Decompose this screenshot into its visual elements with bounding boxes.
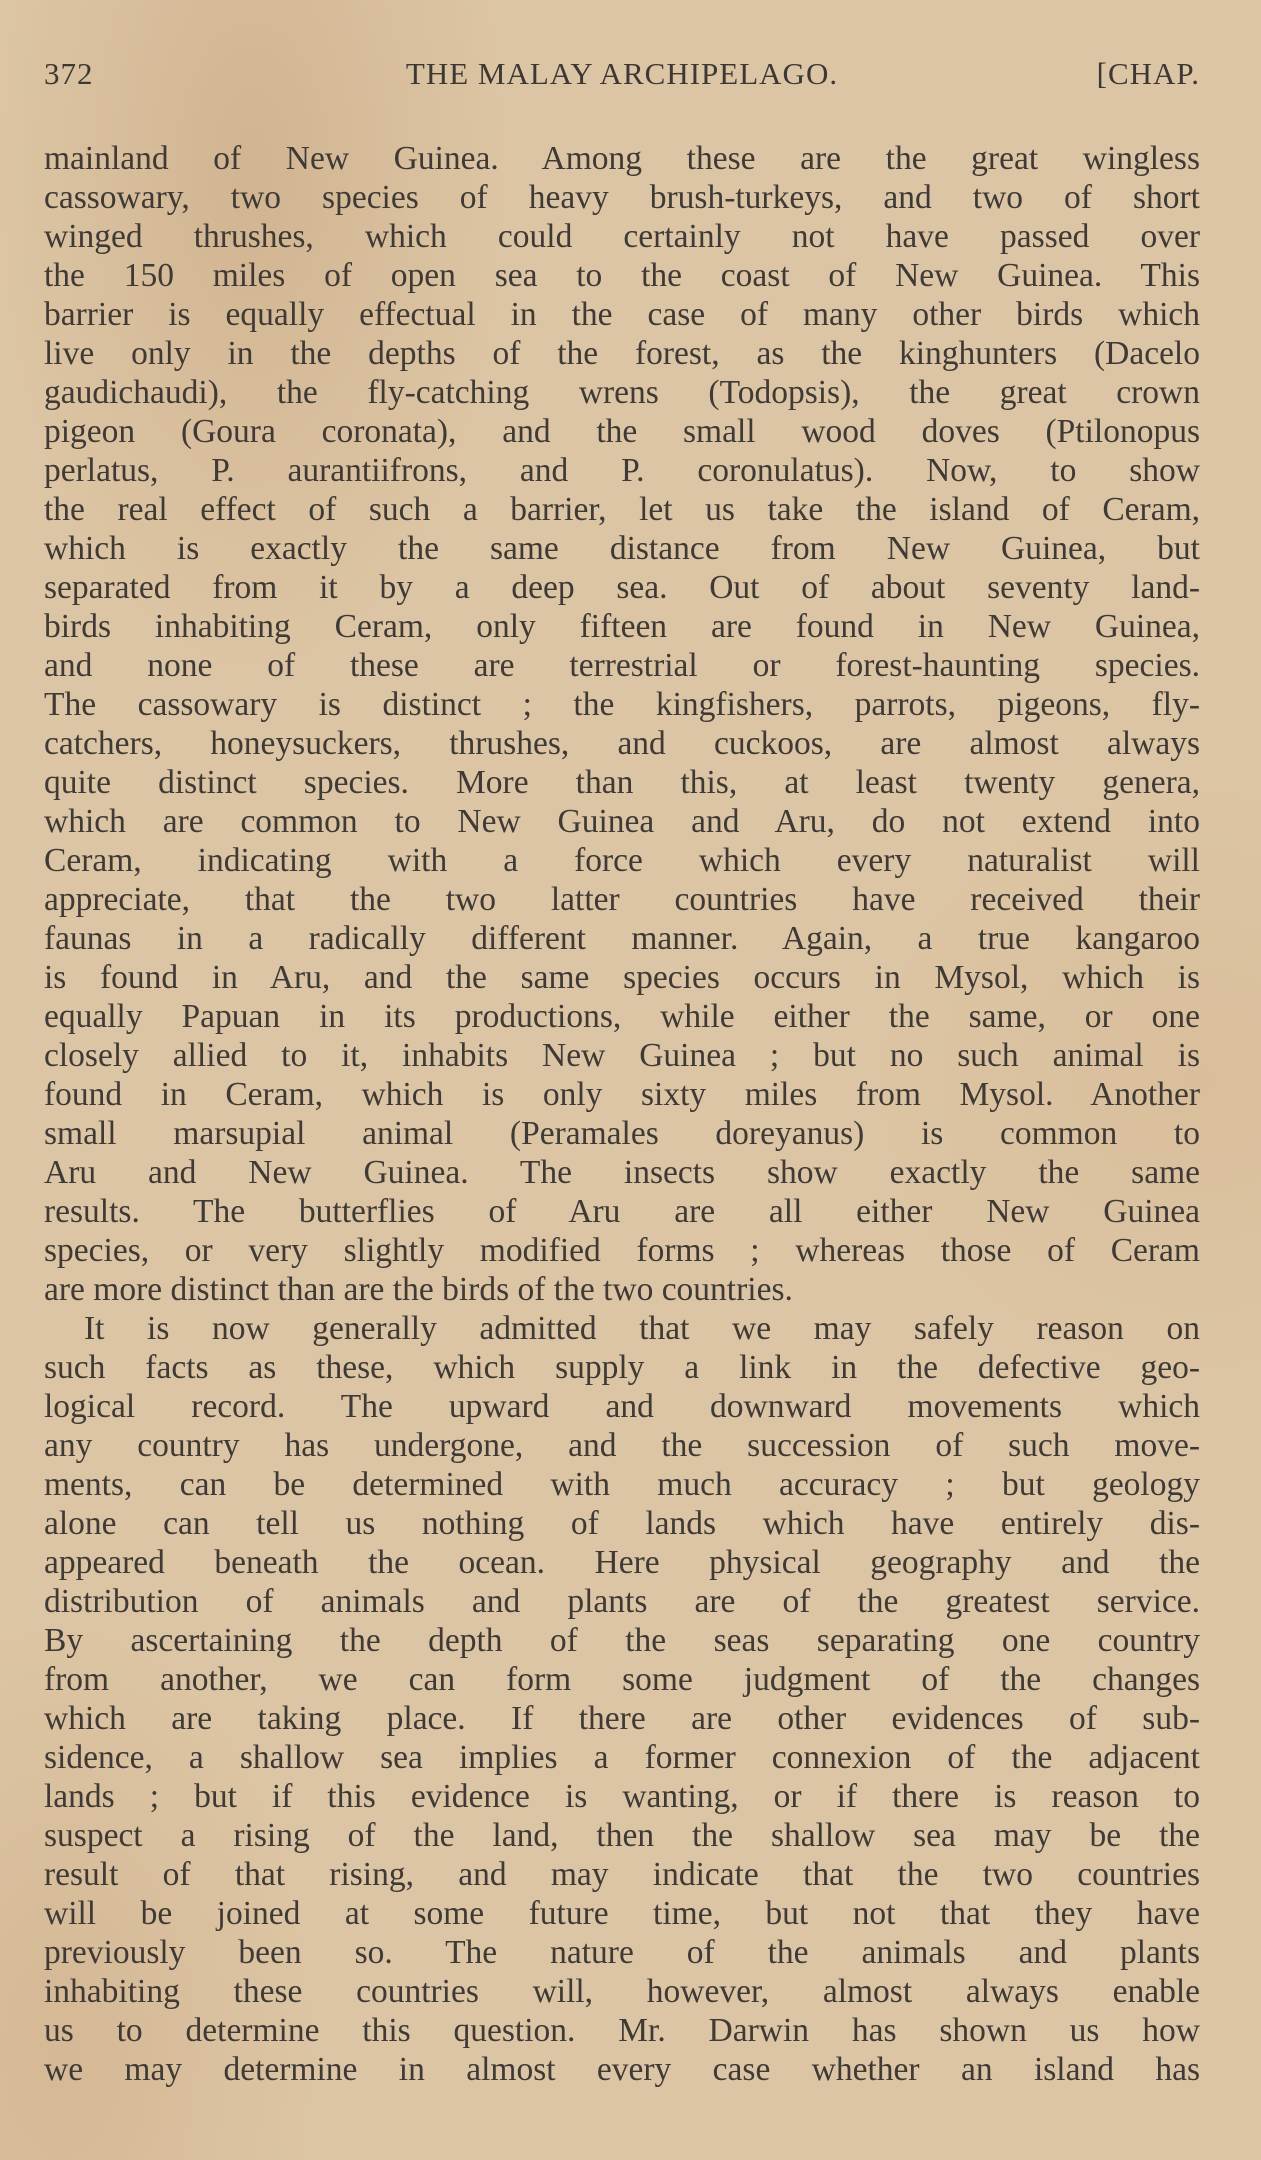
text-line: results. The butterflies of Aru are all either New Guinea xyxy=(44,1193,1200,1230)
text-line: we may determine in almost every case whether an island has xyxy=(44,2051,1200,2088)
text-line: any country has undergone, and the succession of such move- xyxy=(44,1427,1200,1464)
text-line: barrier is equally effectual in the case of many other birds which xyxy=(44,296,1200,333)
text-line: equally Papuan in its productions, while either the same, or one xyxy=(44,998,1200,1035)
text-line: quite distinct species. More than this, at least twenty genera, xyxy=(44,764,1200,801)
paragraph xyxy=(44,1309,1200,2089)
text-line: Aru and New Guinea. The insects show exactly the same xyxy=(44,1154,1200,1191)
text-line: live only in the depths of the forest, as the kinghunters (Dacelo xyxy=(44,335,1200,372)
text-line: distribution of animals and plants are of the greatest service. xyxy=(44,1583,1200,1620)
text-line: catchers, honeysuckers, thrushes, and cuckoos, are almost always xyxy=(44,725,1200,762)
text-line: small marsupial animal (Peramales doreyanus) is common to xyxy=(44,1115,1200,1152)
text-line: gaudichaudi), the fly-catching wrens (Todopsis), the great crown xyxy=(44,374,1200,411)
text-line: suspect a rising of the land, then the shallow sea may be the xyxy=(44,1817,1200,1854)
text-line: and none of these are terrestrial or forest-haunting species. xyxy=(44,647,1200,684)
text-line: which are taking place. If there are other evidences of sub- xyxy=(44,1700,1200,1737)
page-number: 372 xyxy=(44,56,94,91)
text-line: species, or very slightly modified forms ; whereas those of Ceram xyxy=(44,1232,1200,1269)
body-text xyxy=(44,139,1200,2089)
text-line: The cassowary is distinct ; the kingfishers, parrots, pigeons, fly- xyxy=(44,686,1200,723)
running-title: THE MALAY ARCHIPELAGO. xyxy=(405,56,839,91)
text-line: alone can tell us nothing of lands which have entirely dis- xyxy=(44,1505,1200,1542)
text-line: Ceram, indicating with a force which every naturalist will xyxy=(44,842,1200,879)
text-line: from another, we can form some judgment of the changes xyxy=(44,1661,1200,1698)
text-line: are more distinct than are the birds of the two countries. xyxy=(44,1271,793,1308)
text-line: sidence, a shallow sea implies a former connexion of the adjacent xyxy=(44,1739,1200,1776)
chapter-mark: [CHAP. xyxy=(1096,56,1200,91)
text-line: will be joined at some future time, but not that they have xyxy=(44,1895,1200,1932)
text-line: appeared beneath the ocean. Here physical geography and the xyxy=(44,1544,1200,1581)
text-line: perlatus, P. aurantiifrons, and P. coronulatus). Now, to show xyxy=(44,452,1200,489)
text-line: the 150 miles of open sea to the coast of New Guinea. This xyxy=(44,257,1200,294)
text-line: logical record. The upward and downward movements which xyxy=(44,1388,1200,1425)
text-line: such facts as these, which supply a link in the defective geo- xyxy=(44,1349,1200,1386)
paragraph xyxy=(44,139,1200,1309)
text-line: winged thrushes, which could certainly not have passed over xyxy=(44,218,1200,255)
text-line: cassowary, two species of heavy brush-turkeys, and two of short xyxy=(44,179,1200,216)
text-line: lands ; but if this evidence is wanting, or if there is reason to xyxy=(44,1778,1200,1815)
text-line: mainland of New Guinea. Among these are the great wingless xyxy=(44,140,1200,177)
text-line: ments, can be determined with much accuracy ; but geology xyxy=(44,1466,1200,1503)
text-line: appreciate, that the two latter countries have received their xyxy=(44,881,1200,918)
text-line: previously been so. The nature of the animals and plants xyxy=(44,1934,1200,1971)
text-line: pigeon (Goura coronata), and the small wood doves (Ptilonopus xyxy=(44,413,1200,450)
text-line: inhabiting these countries will, however, almost always enable xyxy=(44,1973,1200,2010)
text-line: result of that rising, and may indicate that the two countries xyxy=(44,1856,1200,1893)
text-line: is found in Aru, and the same species occurs in Mysol, which is xyxy=(44,959,1200,996)
text-line: It is now generally admitted that we may safely reason on xyxy=(84,1310,1200,1347)
text-line: the real effect of such a barrier, let us take the island of Ceram, xyxy=(44,491,1200,528)
text-line: separated from it by a deep sea. Out of about seventy land- xyxy=(44,569,1200,606)
text-line: closely allied to it, inhabits New Guinea ; but no such animal is xyxy=(44,1037,1200,1074)
page-header xyxy=(44,50,1200,100)
text-line: faunas in a radically different manner. Again, a true kangaroo xyxy=(44,920,1200,957)
text-line: birds inhabiting Ceram, only fifteen are found in New Guinea, xyxy=(44,608,1200,645)
text-line: us to determine this question. Mr. Darwin has shown us how xyxy=(44,2012,1200,2049)
text-line: found in Ceram, which is only sixty miles from Mysol. Another xyxy=(44,1076,1200,1113)
text-line: which are common to New Guinea and Aru, do not extend into xyxy=(44,803,1200,840)
text-line: which is exactly the same distance from New Guinea, but xyxy=(44,530,1200,567)
text-line: By ascertaining the depth of the seas separating one country xyxy=(44,1622,1200,1659)
